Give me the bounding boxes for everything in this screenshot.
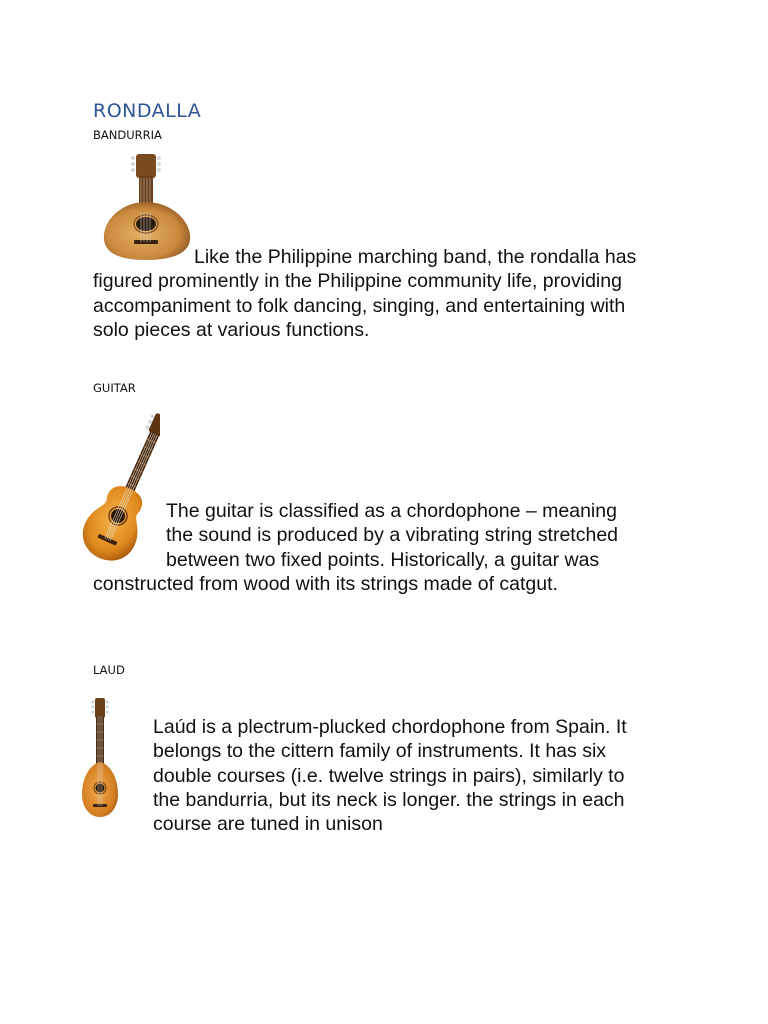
text-line: belongs to the cittern family of instruments. It has six <box>153 740 607 763</box>
guitar-paragraph <box>93 499 618 596</box>
text-line: the sound is produced by a vibrating string stretched <box>166 524 619 547</box>
section-label-guitar: GUITAR <box>93 381 136 395</box>
text-line: the bandurria, but its neck is longer. the strings in each <box>153 788 625 811</box>
text-line: accompaniment to folk dancing, singing, and entertaining with <box>93 294 626 317</box>
section-label-laud: LAUD <box>93 663 125 677</box>
text-line: solo pieces at various functions. <box>93 318 370 341</box>
text-line: constructed from wood with its strings made of catgut. <box>93 572 558 595</box>
text-line: Laúd is a plectrum-plucked chordophone from Spain. It <box>153 716 627 738</box>
section-label-bandurria: BANDURRIA <box>93 128 162 142</box>
laud-icon <box>78 696 122 820</box>
text-line: Like the Philippine marching band, the rondalla has <box>194 246 637 268</box>
text-line: course are tuned in unison <box>153 813 383 836</box>
laud-paragraph <box>153 715 627 836</box>
text-line: double courses (i.e. twelve strings in pairs), similarly to <box>153 764 625 787</box>
bandurria-paragraph <box>93 245 636 342</box>
text-line: The guitar is classified as a chordophone – meaning <box>166 500 617 522</box>
text-line: between two fixed points. Historically, a guitar was <box>166 548 600 571</box>
text-line: figured prominently in the Philippine community life, providing <box>93 270 622 293</box>
document-title: RONDALLA <box>93 100 202 122</box>
